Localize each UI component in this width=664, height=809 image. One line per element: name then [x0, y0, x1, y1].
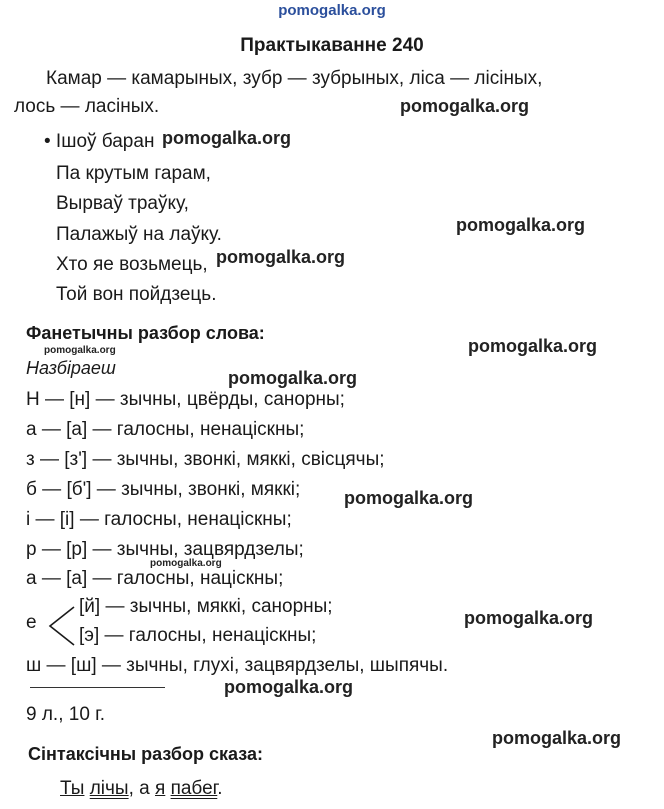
phoneme-row: і — [і] — галосны, ненаціскны;	[26, 509, 292, 530]
letter-sound-count: 9 л., 10 г.	[26, 704, 106, 725]
predicate-word: пабег	[170, 778, 218, 799]
analyzed-sentence	[60, 778, 223, 800]
phoneme-row: р — [р] — зычны, зацвярдзелы;	[26, 539, 304, 560]
split-bracket-icon	[46, 604, 76, 648]
sentence-connector: , а	[128, 778, 155, 799]
watermark: pomogalka.org	[344, 488, 474, 508]
divider-line	[30, 687, 165, 688]
poem-line: Той вон пойдзець.	[56, 284, 217, 305]
poem-line: • Ішоў баран	[44, 131, 155, 152]
poem-line: Хто яе возьмець,	[56, 254, 208, 275]
phoneme-row: б — [б'] — зычны, звонкі, мяккі;	[26, 479, 301, 500]
phoneme-row: а — [а] — галосны, націскны;	[26, 568, 284, 589]
watermark: pomogalka.org	[492, 728, 622, 748]
phonetic-heading: Фанетычны разбор слова:	[26, 323, 265, 343]
watermark: pomogalka.org	[228, 368, 358, 388]
watermark: pomogalka.org	[400, 96, 530, 116]
watermark: pomogalka.org	[162, 128, 292, 148]
analyzed-word: Назбіраеш	[26, 358, 116, 378]
poem-line: Палажыў на лаўку.	[56, 224, 222, 245]
phoneme-row: [й] — зычны, мяккі, санорны;	[79, 596, 333, 617]
poem-line: Па крутым гарам,	[56, 163, 211, 184]
phoneme-row: [э] — галосны, ненаціскны;	[79, 625, 317, 646]
syntax-heading: Сінтаксічны разбор сказа:	[28, 744, 263, 764]
words-line-2: лось — ласіных.	[14, 96, 160, 117]
phoneme-row: Н — [н] — зычны, цвёрды, санорны;	[26, 389, 345, 410]
watermark: pomogalka.org	[216, 247, 346, 267]
subject-word: Ты	[60, 778, 85, 799]
watermark-small: pomogalka.org	[44, 345, 116, 356]
watermark: pomogalka.org	[224, 677, 354, 697]
phoneme-row: а — [а] — галосны, ненаціскны;	[26, 419, 305, 440]
watermark-top: pomogalka.org	[278, 2, 386, 19]
phoneme-row: ш — [ш] — зычны, глухі, зацвярдзелы, шыпячы.	[26, 655, 449, 676]
watermark: pomogalka.org	[468, 336, 598, 356]
exercise-title: Практыкаванне 240	[240, 35, 424, 56]
predicate-word: лічы	[89, 778, 129, 799]
subject-word: я	[155, 778, 166, 799]
letter-e: е	[26, 612, 37, 633]
watermark: pomogalka.org	[464, 608, 594, 628]
sentence-end: .	[217, 778, 223, 799]
poem-line: Вырваў траўку,	[56, 193, 189, 214]
phoneme-row: з — [з'] — зычны, звонкі, мяккі, свісцячы;	[26, 449, 385, 470]
watermark-small: pomogalka.org	[150, 558, 222, 569]
watermark: pomogalka.org	[456, 215, 586, 235]
words-line-1: Камар — камарыных, зубр — зубрыных, ліса — лісіных,	[46, 68, 543, 89]
